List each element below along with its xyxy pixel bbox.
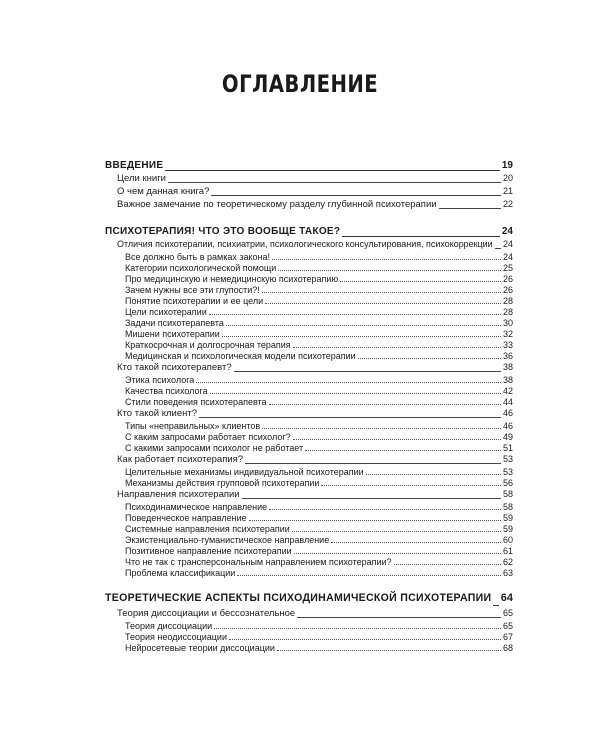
toc-page-number: 24 <box>501 226 513 237</box>
toc-page-number: 67 <box>502 632 513 642</box>
leader-dots <box>214 621 501 629</box>
toc-page-number: 30 <box>502 318 513 328</box>
leader-dots <box>199 410 501 418</box>
toc-item-label: Этика психолога <box>125 375 195 385</box>
toc-page-number: 58 <box>502 489 513 499</box>
toc-section-psychotherapy[interactable] <box>105 226 513 239</box>
leader-dots <box>237 568 501 576</box>
leader-dots <box>165 163 499 171</box>
toc-item[interactable] <box>125 274 513 285</box>
leader-dots <box>495 241 501 249</box>
leader-dots <box>262 421 501 429</box>
toc-item-label: Теория диссоциации <box>125 621 213 631</box>
leader-dots <box>366 467 501 475</box>
leader-dots <box>168 175 501 183</box>
leader-dots <box>305 443 501 451</box>
toc-item[interactable] <box>125 263 513 274</box>
leader-dots <box>439 201 501 209</box>
leader-dots <box>229 632 501 640</box>
toc-item-label: С какими запросами психолог не работает <box>125 443 304 453</box>
toc-item-label: Как работает психотерапия? <box>117 454 244 465</box>
leader-dots <box>394 557 501 565</box>
toc-subsection[interactable] <box>117 608 513 621</box>
leader-dots <box>493 598 499 606</box>
toc-page-number: 42 <box>502 386 513 396</box>
leader-dots <box>210 386 501 394</box>
leader-dots <box>269 502 501 510</box>
toc-item[interactable] <box>117 199 513 212</box>
leader-dots <box>293 432 501 440</box>
leader-dots <box>262 285 501 293</box>
toc-item[interactable] <box>125 478 513 489</box>
toc-page-number: 44 <box>502 397 513 407</box>
toc-item[interactable] <box>125 351 513 362</box>
toc-item-label: Понятие психотерапии и ее цели <box>125 296 264 306</box>
leader-dots <box>277 643 501 651</box>
toc-page-number: 26 <box>502 274 513 284</box>
toc-item-label: Поведенческое направление <box>125 513 247 523</box>
toc-section-title: ПСИХОТЕРАПИЯ! ЧТО ЭТО ВООБЩЕ ТАКОЕ? <box>105 226 341 237</box>
leader-dots <box>358 351 501 359</box>
toc-page-number: 49 <box>502 432 513 442</box>
toc-item-label: Механизмы действия групповой психотерапии <box>125 478 320 488</box>
toc-item-label: Медицинская и психологическая модели психотерапии <box>125 351 356 361</box>
toc-page-number: 53 <box>502 454 513 464</box>
leader-dots <box>211 188 501 196</box>
toc-item[interactable] <box>125 524 513 535</box>
toc-subsection[interactable] <box>117 489 513 502</box>
toc-page-number: 56 <box>502 478 513 488</box>
leader-dots <box>294 546 501 554</box>
leader-dots <box>234 364 501 372</box>
toc-page-number: 65 <box>502 608 513 618</box>
toc-item[interactable] <box>125 502 513 513</box>
toc-page-number: 58 <box>502 502 513 512</box>
toc-item-label: Мишени психотерапии <box>125 329 220 339</box>
table-of-contents <box>0 160 600 654</box>
toc-page-number: 51 <box>502 443 513 453</box>
toc-item[interactable] <box>125 252 513 263</box>
toc-item-label: Проблема классификации <box>125 568 236 578</box>
toc-item-label: Цели книги <box>117 173 166 184</box>
toc-item[interactable] <box>125 513 513 524</box>
leader-dots <box>226 318 501 326</box>
toc-item-label: Теория неодиссоциации <box>125 632 227 642</box>
toc-item[interactable] <box>125 546 513 557</box>
spacer <box>0 212 600 226</box>
leader-dots <box>340 274 501 282</box>
toc-page-number: 28 <box>502 307 513 317</box>
toc-section-title: ВВЕДЕНИЕ <box>105 160 164 171</box>
toc-page-number: 24 <box>502 252 513 262</box>
toc-page-number: 60 <box>502 535 513 545</box>
toc-section-theory[interactable] <box>105 593 513 608</box>
toc-item-label: Экзистенциально-гуманистическое направление <box>125 535 330 545</box>
toc-page-number: 65 <box>502 621 513 631</box>
toc-page-number: 26 <box>502 285 513 295</box>
toc-item-label: Про медицинскую и немедицинскую психотерапию <box>125 274 339 284</box>
toc-subsection[interactable] <box>117 408 513 421</box>
toc-item-label: Цели психотерапии <box>125 307 207 317</box>
leader-dots <box>269 397 501 405</box>
leader-dots <box>196 375 501 383</box>
toc-item-label: Что не так с трансперсональным направлением психотерапии? <box>125 557 392 567</box>
toc-item[interactable] <box>125 340 513 351</box>
leader-dots <box>222 329 501 337</box>
toc-item-label: Задачи психотерапевта <box>125 318 224 328</box>
leader-dots <box>209 307 501 315</box>
toc-item[interactable] <box>125 643 513 654</box>
toc-item-label: Системные направления психотерапии <box>125 524 290 534</box>
leader-dots <box>265 296 501 304</box>
leader-dots <box>331 535 501 543</box>
toc-item-label: Позитивное направление психотерапии <box>125 546 292 556</box>
toc-page-number: 38 <box>502 375 513 385</box>
toc-page-number: 59 <box>502 513 513 523</box>
leader-dots <box>249 513 501 521</box>
toc-page-number: 36 <box>502 351 513 361</box>
toc-item-label: О чем данная книга? <box>117 186 210 197</box>
toc-item[interactable] <box>125 535 513 546</box>
leader-dots <box>297 610 501 618</box>
toc-item[interactable] <box>125 432 513 443</box>
toc-page-number: 38 <box>502 362 513 372</box>
toc-item-label: Теория диссоциации и бессознательное <box>117 608 296 619</box>
toc-item[interactable] <box>125 467 513 478</box>
leader-dots <box>272 252 501 260</box>
leader-dots <box>292 524 501 532</box>
toc-item[interactable] <box>125 375 513 386</box>
toc-page-number: 46 <box>502 408 513 418</box>
toc-item[interactable] <box>125 386 513 397</box>
toc-item[interactable] <box>117 186 513 199</box>
leader-dots <box>342 229 500 237</box>
leader-dots <box>278 263 501 271</box>
toc-item-label: Зачем нужны все эти глупости?! <box>125 285 260 295</box>
toc-item-label: Краткосрочная и долгосрочная терапия <box>125 340 291 350</box>
toc-page-number: 19 <box>501 160 513 171</box>
toc-item-label: Категории психологической помощи <box>125 263 277 273</box>
leader-dots <box>293 340 501 348</box>
toc-page-number: 32 <box>502 329 513 339</box>
toc-item[interactable] <box>125 443 513 454</box>
toc-item[interactable] <box>125 621 513 632</box>
toc-item-label: Качества психолога <box>125 386 208 396</box>
toc-page-number: 63 <box>502 568 513 578</box>
toc-item-label: Кто такой клиент? <box>117 408 197 419</box>
toc-item[interactable] <box>125 307 513 318</box>
toc-item[interactable] <box>125 632 513 643</box>
toc-item-label: Психодинамическое направление <box>125 502 268 512</box>
toc-section-intro[interactable] <box>105 160 513 173</box>
leader-dots <box>245 456 501 464</box>
toc-item[interactable] <box>117 173 513 186</box>
toc-subsection[interactable] <box>117 239 513 252</box>
toc-item[interactable] <box>125 296 513 307</box>
toc-item-label: Направления психотерапии <box>117 489 240 500</box>
toc-item-label: Отличия психотерапии, психиатрии, психологического консультирования, психокоррекции <box>117 239 493 250</box>
spacer <box>0 579 600 593</box>
toc-item-label: Стили поведения психотерапевта <box>125 397 267 407</box>
toc-page-number: 22 <box>502 199 513 209</box>
toc-section-items <box>0 239 600 579</box>
toc-item[interactable] <box>125 285 513 296</box>
toc-page-number: 33 <box>502 340 513 350</box>
leader-dots <box>242 491 501 499</box>
toc-item[interactable] <box>125 329 513 340</box>
toc-page-number: 21 <box>502 186 513 196</box>
toc-section-title: ТЕОРЕТИЧЕСКИЕ АСПЕКТЫ ПСИХОДИНАМИЧЕСКОЙ ПСИХОТЕРАПИИ <box>105 592 492 604</box>
toc-item[interactable] <box>125 421 513 432</box>
toc-item[interactable] <box>125 568 513 579</box>
toc-page-number: 59 <box>502 524 513 534</box>
toc-item[interactable] <box>125 557 513 568</box>
toc-item-label: Нейросетевые теории диссоциации <box>125 643 275 653</box>
toc-page-number: 64 <box>500 592 513 604</box>
toc-page-number: 28 <box>502 296 513 306</box>
toc-page-number: 53 <box>502 467 513 477</box>
leader-dots <box>321 478 501 486</box>
toc-subsection[interactable] <box>117 362 513 375</box>
toc-item-label: Целительные механизмы индивидуальной психотерапии <box>125 467 364 477</box>
page-title: ОГЛАВЛЕНИЕ <box>221 70 379 98</box>
toc-item-label: Типы «неправильных» клиентов <box>125 421 261 431</box>
toc-item[interactable] <box>125 318 513 329</box>
toc-item-label: Кто такой психотерапевт? <box>117 362 232 373</box>
toc-page-number: 24 <box>502 239 513 249</box>
toc-item-label: С каким запросами работает психолог? <box>125 432 291 442</box>
toc-page-number: 68 <box>502 643 513 653</box>
toc-subsection[interactable] <box>117 454 513 467</box>
toc-page-number: 61 <box>502 546 513 556</box>
toc-item-label: Важное замечание по теоретическому разделу глубинной психотерапии <box>117 199 437 210</box>
toc-item[interactable] <box>125 397 513 408</box>
toc-page-number: 20 <box>502 173 513 183</box>
toc-section-items <box>0 608 600 654</box>
toc-page-number: 62 <box>502 557 513 567</box>
toc-page-number: 46 <box>502 421 513 431</box>
toc-item-label: Все должно быть в рамках закона! <box>125 252 271 262</box>
toc-page-number: 25 <box>502 263 513 273</box>
